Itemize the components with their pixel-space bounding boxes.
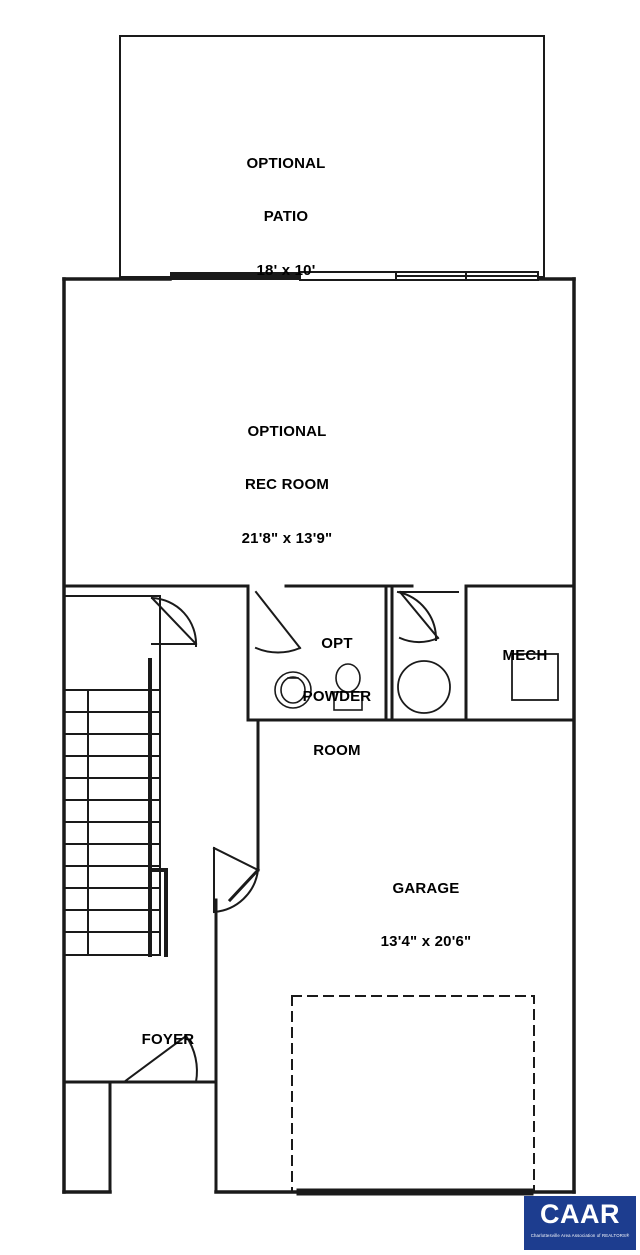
foyer-entry-door bbox=[110, 1036, 216, 1082]
label-line: OPT bbox=[321, 635, 353, 653]
caar-subtitle: Charlottesville Area Association of REALTORS® bbox=[530, 1233, 630, 1238]
mech-room-door bbox=[398, 592, 458, 642]
garage-apron-dashed bbox=[292, 996, 534, 1192]
label-line: REC ROOM bbox=[244, 476, 330, 494]
label-line: ROOM bbox=[313, 741, 361, 759]
label-line: OPTIONAL bbox=[247, 423, 327, 441]
exterior-walls bbox=[64, 279, 574, 1192]
mech-equipment bbox=[398, 654, 558, 713]
patio-outline bbox=[120, 36, 544, 277]
sliding-glass-doors bbox=[170, 272, 538, 280]
label-line: PATIO bbox=[263, 208, 309, 226]
powder-room-fixtures bbox=[275, 664, 362, 710]
label-dimensions: 21'8" x 13'9" bbox=[241, 529, 333, 547]
label-dimensions: 18' x 10' bbox=[256, 261, 316, 279]
label-line: OPTIONAL bbox=[246, 155, 326, 173]
garage-entry-door bbox=[214, 848, 258, 912]
caar-logo bbox=[524, 1196, 636, 1250]
foyer-walls bbox=[64, 1082, 110, 1192]
interior-walls-upper bbox=[64, 586, 574, 720]
powder-room-door bbox=[256, 592, 300, 653]
label-line: FOYER bbox=[141, 1031, 195, 1049]
stair-door bbox=[152, 598, 196, 646]
label-line: POWDER bbox=[302, 688, 372, 706]
label-line: MECH bbox=[502, 647, 548, 665]
caar-wordmark: CAAR bbox=[540, 1199, 620, 1229]
label-dimensions: 13'4" x 20'6" bbox=[380, 933, 472, 951]
label-line: GARAGE bbox=[392, 880, 460, 898]
staircase bbox=[64, 596, 166, 955]
garage-walls bbox=[216, 720, 574, 1192]
